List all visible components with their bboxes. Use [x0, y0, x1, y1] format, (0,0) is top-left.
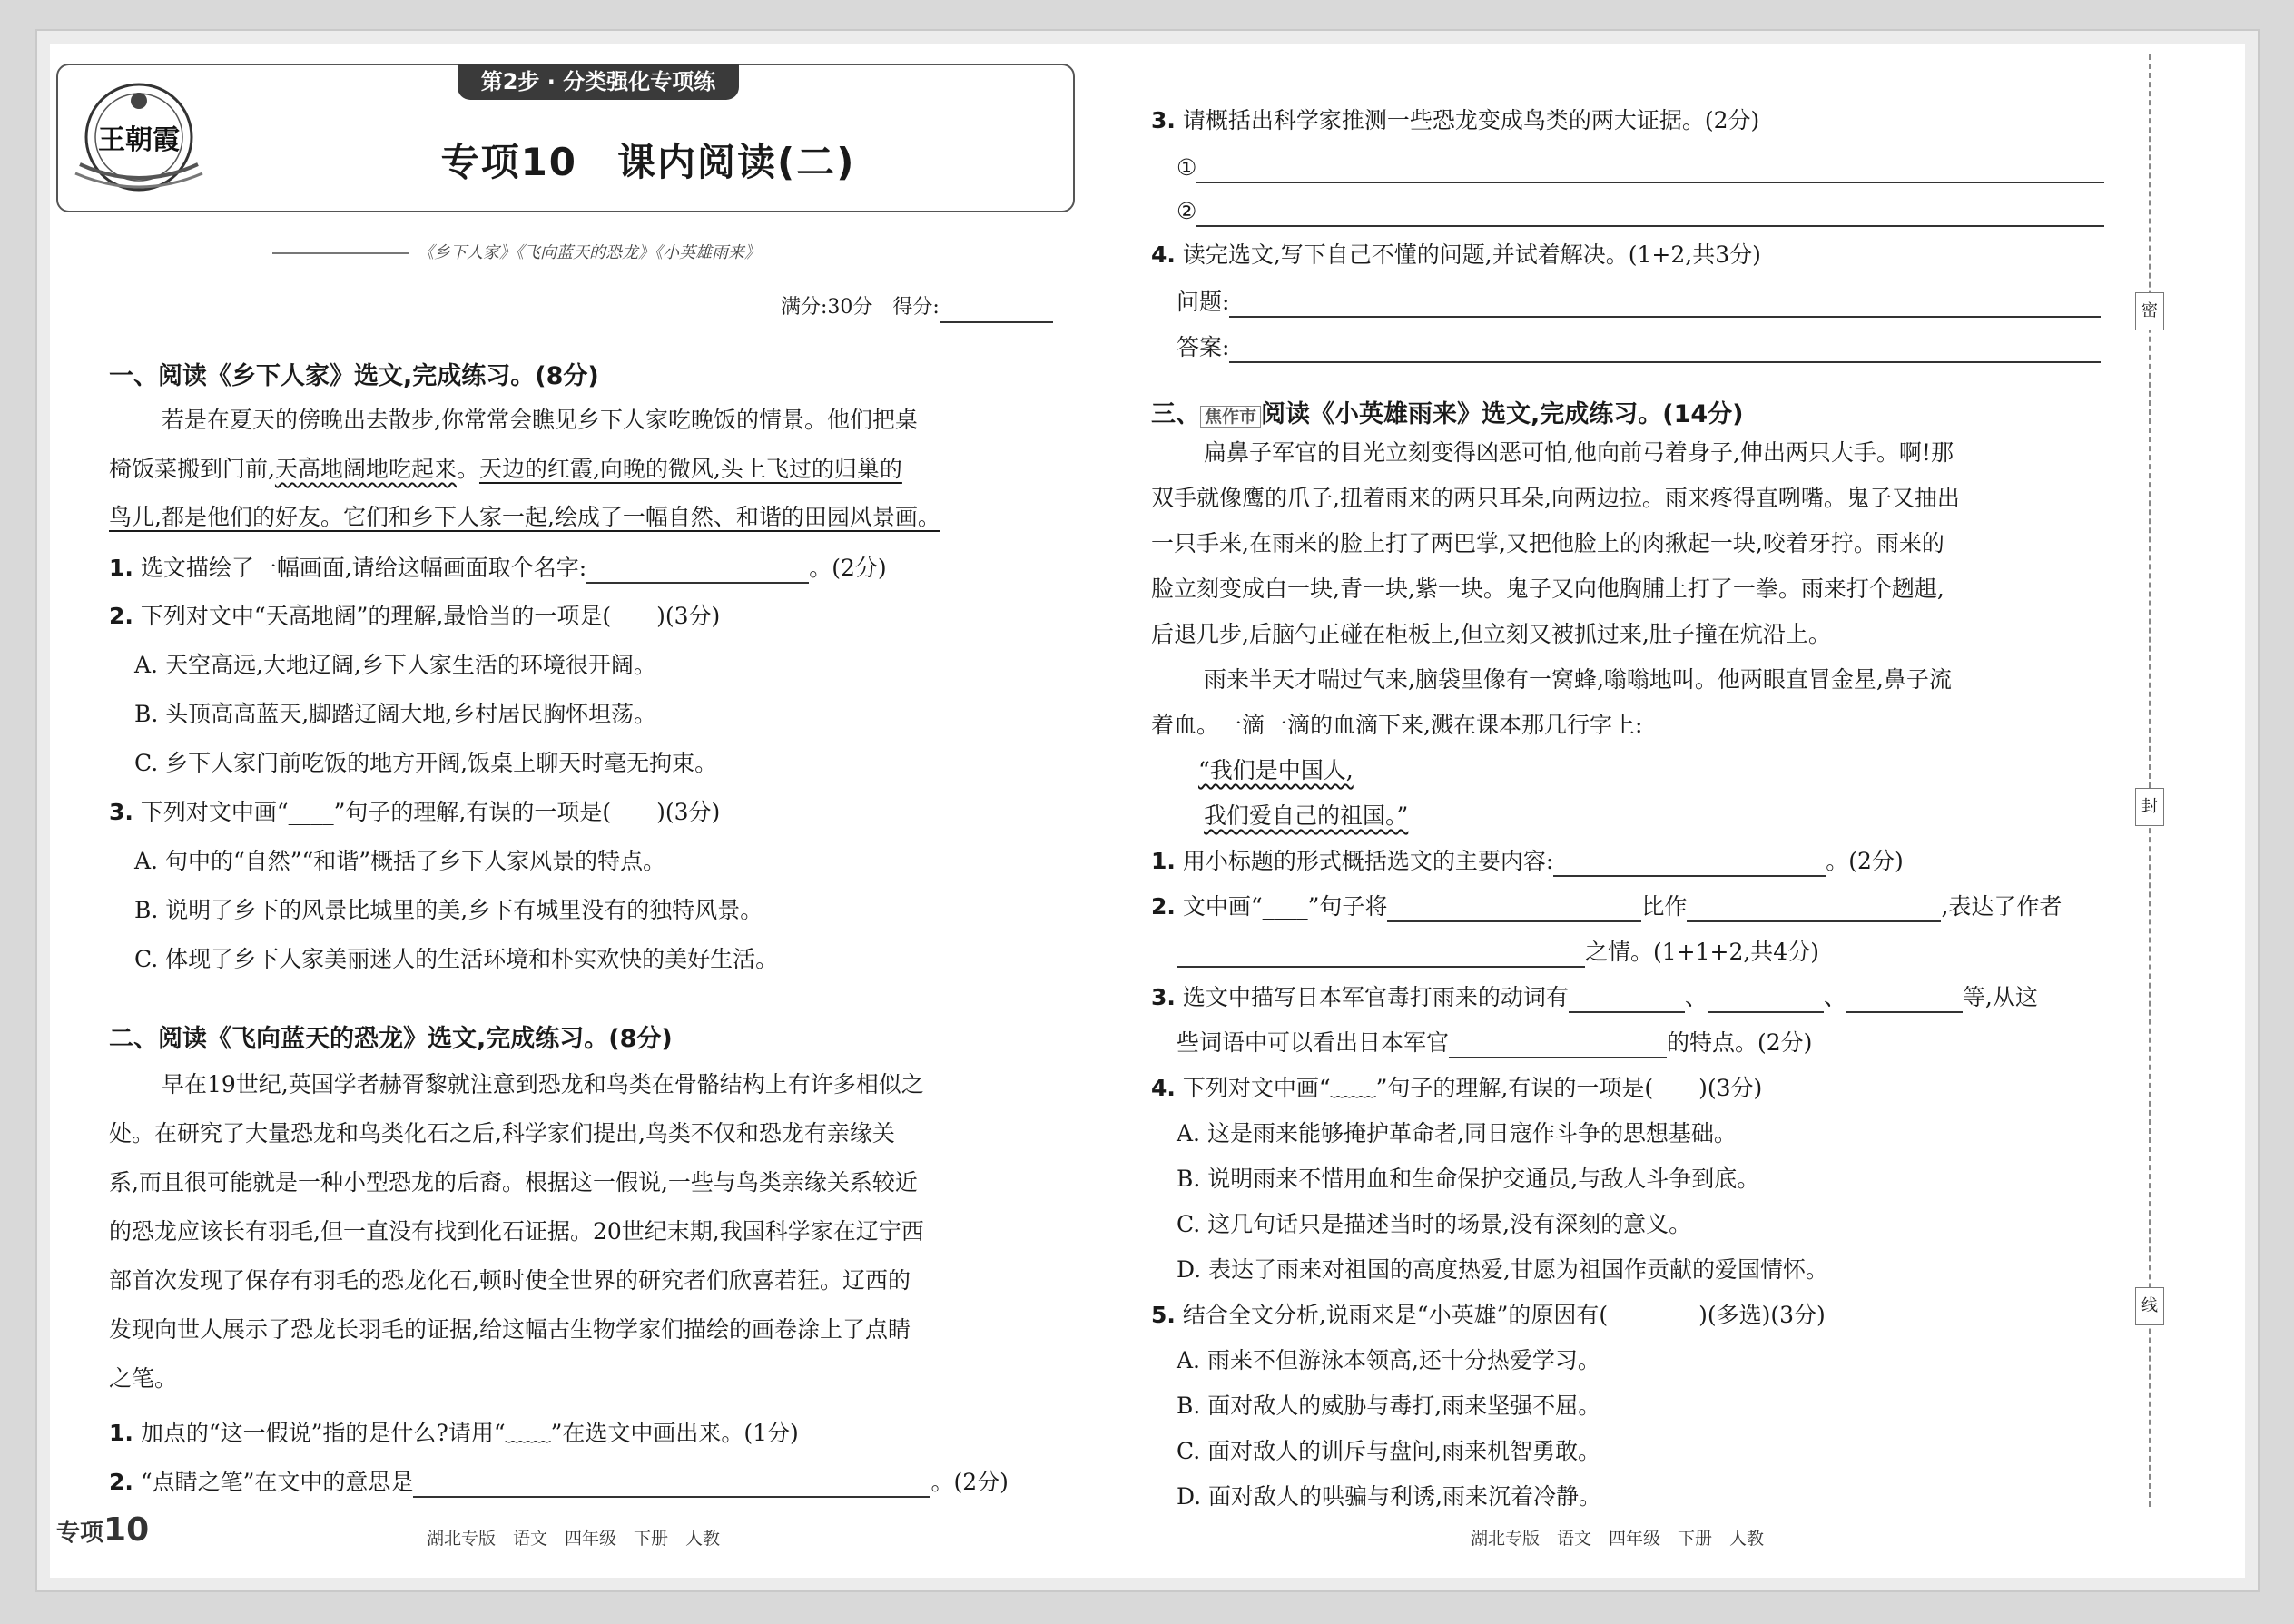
binding-label: 封 — [2135, 788, 2164, 826]
answer-blank[interactable] — [586, 558, 809, 584]
section2-heading: 二、阅读《飞向蓝天的恐龙》选文,完成练习。(8分) — [109, 1025, 673, 1053]
sec3-para-line: 一只手来,在雨来的脸上打了两巴掌,又把他脸上的肉揪起一块,咬着牙拧。雨来的 — [1151, 530, 1944, 556]
option-item: B. 面对敌人的威胁与毒打,雨来坚强不屈。 — [1177, 1393, 1601, 1419]
answer-blank[interactable] — [1708, 988, 1824, 1013]
sec1-q2: 2. 下列对文中“天高地阔”的理解,最恰当的一项是( )(3分) — [109, 603, 721, 629]
option-item: C. 体现了乡下人家美丽迷人的生活环境和朴实欢快的美好生活。 — [134, 946, 779, 972]
option-item: C. 这几句话只是描述当时的场景,没有深刻的意义。 — [1177, 1211, 1692, 1237]
answer-blank[interactable] — [413, 1472, 930, 1498]
footer-info: 湖北专版 语文 四年级 下册 人教 — [1471, 1529, 1765, 1549]
sec3-para-line: “我们是中国人, — [1198, 757, 1354, 783]
sec1-para-line: 椅饭菜搬到门前,天高地阔地吃起来。天边的红霞,向晚的微风,头上飞过的归巢的 — [109, 456, 902, 482]
sec1-q1: 1. 选文描绘了一幅画面,请给这幅画面取个名字: 。(2分) — [109, 553, 887, 584]
option-item: A. 句中的“自然”“和谐”概括了乡下人家风景的特点。 — [134, 848, 666, 874]
sec3-q3-cont: 些词语中可以看出日本军官 的特点。(2分) — [1177, 1028, 1812, 1058]
page-label: 专项10 — [56, 1511, 150, 1549]
sec3-q3: 3. 选文中描写日本军官毒打雨来的动词有 、 、 等,从这 — [1151, 982, 2038, 1013]
option-item: D. 面对敌人的哄骗与利诱,雨来沉着冷静。 — [1177, 1483, 1601, 1510]
sec3-para-line: 脸立刻变成白一块,青一块,紫一块。鬼子又向他胸脯上打了一拳。雨来打个趔趄, — [1151, 576, 1944, 602]
answer-blank[interactable] — [1229, 292, 2101, 318]
sec2-para-line: 系,而且很可能就是一种小型恐龙的后裔。根据这一假说,一些与鸟类亲缘关系较近 — [109, 1169, 918, 1196]
answer-blank[interactable] — [1196, 158, 2104, 183]
section1-heading: 一、阅读《乡下人家》选文,完成练习。(8分) — [109, 362, 599, 390]
answer-blank[interactable] — [1229, 338, 2101, 363]
sec3-para-line: 扁鼻子军官的目光立刻变得凶恶可怕,他向前弓着身子,伸出两只大手。啊!那 — [1204, 439, 1954, 466]
answer-line: 答案: — [1177, 332, 2101, 363]
sec1-para-line: 若是在夏天的傍晚出去散步,你常常会瞧见乡下人家吃晚饭的情景。他们把桌 — [162, 407, 918, 433]
answer-blank[interactable] — [1177, 942, 1585, 968]
option-item: B. 头顶高高蓝天,脚踏辽阔大地,乡村居民胸怀坦荡。 — [134, 701, 657, 727]
answer-blank[interactable] — [1553, 851, 1826, 877]
binding-label: 密 — [2135, 292, 2164, 330]
sec3-q5: 5. 结合全文分析,说雨来是“小英雄”的原因有( )(多选)(3分) — [1151, 1302, 1826, 1328]
sec2-q3: 3. 请概括出科学家推测一些恐龙变成鸟类的两大证据。(2分) — [1151, 107, 1760, 133]
answer-blank[interactable] — [1846, 988, 1963, 1013]
option-item: A. 雨来不但游泳本领高,还十分热爱学习。 — [1177, 1347, 1600, 1373]
score-blank[interactable] — [940, 303, 1053, 323]
sec3-para-line: 雨来半天才喘过气来,脑袋里像有一窝蜂,嗡嗡地叫。他两眼直冒金星,鼻子流 — [1204, 666, 1952, 693]
answer-line: ① — [1177, 153, 2104, 183]
page-title: 专项10 课内阅读(二) — [440, 140, 856, 184]
answer-blank[interactable] — [1687, 897, 1941, 922]
sec2-q1: 1. 加点的“这一假说”指的是什么?请用“﹏﹏”在选文中画出来。(1分) — [109, 1420, 799, 1446]
publisher-logo — [71, 78, 207, 196]
sec3-para-line: 双手就像鹰的爪子,扭着雨来的两只耳朵,向两边拉。雨来疼得直咧嘴。鬼子又抽出 — [1151, 485, 1960, 511]
option-item: C. 面对敌人的训斥与盘问,雨来机智勇敢。 — [1177, 1438, 1601, 1464]
sec2-para-line: 的恐龙应该长有羽毛,但一直没有找到化石证据。20世纪末期,我国科学家在辽宁西 — [109, 1218, 924, 1245]
step-tab: 第2步 · 分类强化专项练 — [458, 64, 739, 100]
sec2-para-line: 处。在研究了大量恐龙和鸟类化石之后,科学家们提出,鸟类不仅和恐龙有亲缘关 — [109, 1120, 895, 1147]
svg-text:王朝霞: 王朝霞 — [98, 124, 180, 156]
sec2-para-line: 部首次发现了保存有羽毛的恐龙化石,顿时使全世界的研究者们欣喜若狂。辽西的 — [109, 1267, 911, 1294]
sec3-para-line: 着血。一滴一滴的血滴下来,溅在课本那几行字上: — [1151, 712, 1643, 738]
section3-heading: 三、 焦作市 阅读《小英雄雨来》选文,完成练习。(14分) — [1151, 400, 1744, 428]
sec3-q4: 4. 下列对文中画“﹏﹏”句子的理解,有误的一项是( )(3分) — [1151, 1075, 1763, 1101]
sec3-para-line: 我们爱自己的祖国。” — [1204, 802, 1409, 829]
sec1-q3: 3. 下列对文中画“____”句子的理解,有误的一项是( )(3分) — [109, 799, 721, 825]
header-subtitle: 《乡下人家》《飞向蓝天的恐龙》《小英雄雨来》 — [427, 240, 1089, 263]
answer-blank[interactable] — [1196, 202, 2104, 227]
answer-blank[interactable] — [1569, 988, 1685, 1013]
binding-label: 线 — [2135, 1287, 2164, 1325]
option-item: B. 说明雨来不惜用血和生命保护交通员,与敌人斗争到底。 — [1177, 1166, 1760, 1192]
sec3-q2-cont: 之情。(1+1+2,共4分) — [1177, 937, 1819, 968]
sec2-para-line: 之笔。 — [109, 1365, 178, 1392]
header-box — [56, 64, 1075, 212]
sec3-para-line: 后退几步,后脑勺正碰在柜板上,但立刻又被抓过来,肚子撞在炕沿上。 — [1151, 621, 1831, 647]
sec2-para-line: 早在19世纪,英国学者赫胥黎就注意到恐龙和鸟类在骨骼结构上有许多相似之 — [162, 1071, 924, 1097]
score-label: 满分:30分 得分: — [781, 296, 940, 319]
footer-info: 湖北专版 语文 四年级 下册 人教 — [427, 1529, 721, 1549]
region-tag: 焦作市 — [1200, 406, 1261, 428]
sec2-q2: 2. “点睛之笔”在文中的意思是 。(2分) — [109, 1467, 1009, 1498]
answer-line: ② — [1177, 196, 2104, 227]
option-item: D. 表达了雨来对祖国的高度热爱,甘愿为祖国作贡献的爱国情怀。 — [1177, 1256, 1828, 1283]
sec2-q4: 4. 读完选文,写下自己不懂的问题,并试着解决。(1+2,共3分) — [1151, 241, 1761, 268]
option-item: A. 天空高远,大地辽阔,乡下人家生活的环境很开阔。 — [134, 652, 656, 678]
sec3-q2: 2. 文中画“____”句子将 比作 ,表达了作者 — [1151, 891, 2062, 922]
answer-blank[interactable] — [1449, 1033, 1667, 1058]
option-item: B. 说明了乡下的风景比城里的美,乡下有城里没有的独特风景。 — [134, 897, 763, 923]
option-item: C. 乡下人家门前吃饭的地方开阔,饭桌上聊天时毫无拘束。 — [134, 750, 718, 776]
option-item: A. 这是雨来能够掩护革命者,同日寇作斗争的思想基础。 — [1177, 1120, 1737, 1147]
sec1-para-line: 鸟儿,都是他们的好友。它们和乡下人家一起,绘成了一幅自然、和谐的田园风景画。 — [109, 504, 940, 530]
sec3-q1: 1. 用小标题的形式概括选文的主要内容: 。(2分) — [1151, 846, 1904, 877]
score-line — [781, 292, 1053, 323]
answer-blank[interactable] — [1387, 897, 1641, 922]
sec2-para-line: 发现向世人展示了恐龙长羽毛的证据,给这幅古生物学家们描绘的画卷涂上了点睛 — [109, 1316, 911, 1343]
answer-line: 问题: — [1177, 287, 2101, 318]
